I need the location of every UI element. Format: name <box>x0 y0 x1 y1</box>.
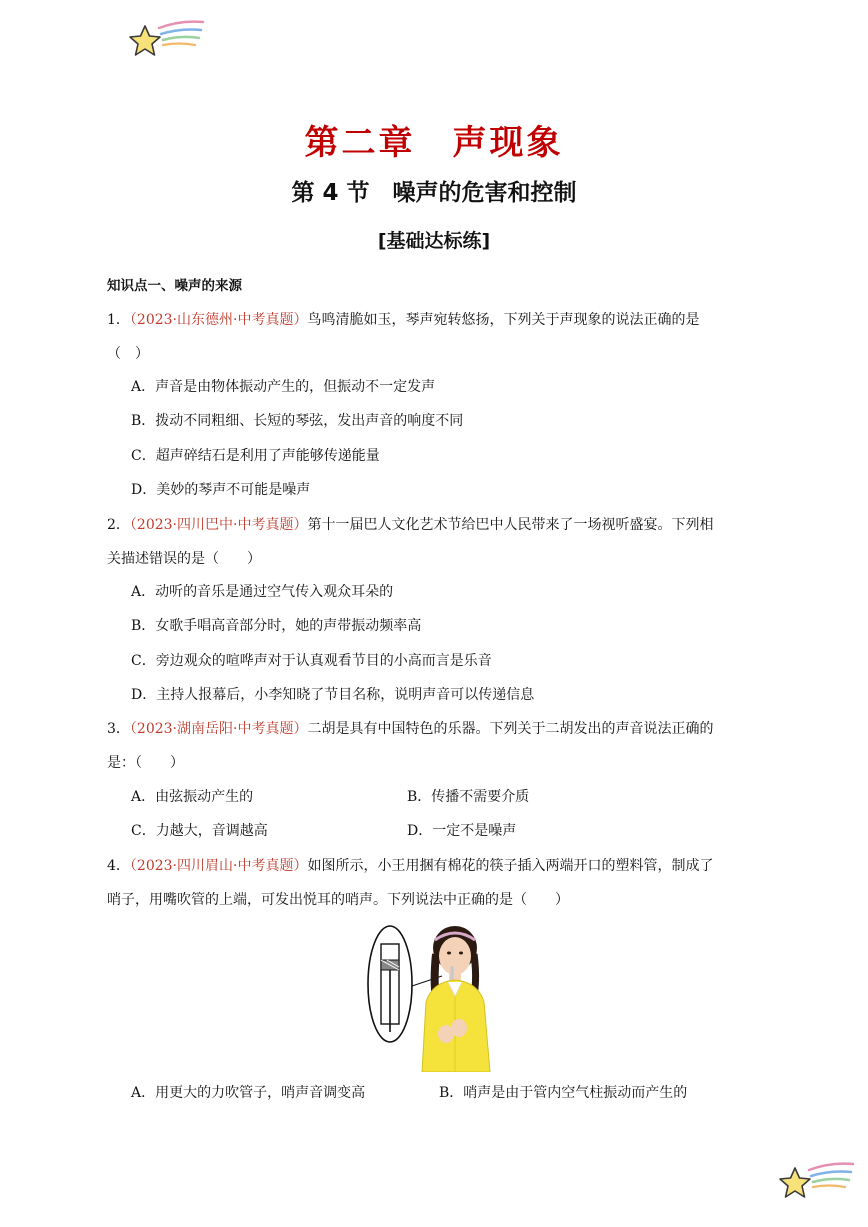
question-2-option-b: B．女歌手唱高音部分时，她的声带振动频率高 <box>131 618 422 634</box>
question-text: 第十一届巴人文化艺术节给巴中人民带来了一场视听盛宴。下列相 <box>307 517 714 533</box>
question-3-stem-line2: 是：（ ） <box>107 755 184 771</box>
shooting-star-icon <box>775 1160 855 1206</box>
question-1-option-b: B．拨动不同粗细、长短的琴弦，发出声音的响度不同 <box>131 413 464 429</box>
knowledge-point-heading: 知识点一、噪声的来源 <box>107 278 242 294</box>
whistle-girl-illustration <box>360 924 500 1072</box>
question-2-stem-line2: 关描述错误的是（ ） <box>107 551 261 567</box>
question-3-option-b: B．传播不需要介质 <box>407 789 530 805</box>
question-number: 2． <box>107 517 130 533</box>
question-3-option-d: D．一定不是噪声 <box>407 823 517 839</box>
question-3-option-a: A．由弦振动产生的 <box>131 789 254 805</box>
question-4-option-a: A．用更大的力吹管子，哨声音调变高 <box>131 1085 366 1101</box>
question-number: 3． <box>107 721 130 737</box>
question-2-option-d: D．主持人报幕后，小李知晓了节目名称，说明声音可以传递信息 <box>131 687 535 703</box>
question-source: （2023·四川巴中·中考真题） <box>129 517 308 533</box>
question-2-option-c: C．旁边观众的喧哗声对于认真观看节目的小高而言是乐音 <box>131 653 492 669</box>
question-1-option-a: A．声音是由物体振动产生的，但振动不一定发声 <box>131 379 436 395</box>
section-title: 第 4 节 噪声的危害和控制 <box>291 180 577 206</box>
question-text: 二胡是具有中国特色的乐器。下列关于二胡发出的声音说法正确的 <box>307 721 714 737</box>
shooting-star-icon <box>125 18 205 64</box>
question-1-stem-line2: （ ） <box>107 346 149 362</box>
question-text: 如图所示，小王用捆有棉花的筷子插入两端开口的塑料管，制成了 <box>307 858 714 874</box>
question-3-option-c: C．力越大，音调越高 <box>131 823 268 839</box>
question-1-option-c: C．超声碎结石是利用了声能够传递能量 <box>131 448 380 464</box>
question-1-option-d: D．美妙的琴声不可能是噪声 <box>131 482 311 498</box>
question-number: 4． <box>107 858 130 874</box>
chapter-title: 第二章 声现象 <box>304 123 564 163</box>
question-source: （2023·湖南岳阳·中考真题） <box>129 721 308 737</box>
question-2-option-a: A．动听的音乐是通过空气传入观众耳朵的 <box>131 584 394 600</box>
question-2-stem <box>107 515 713 535</box>
exercise-level-tag: [基础达标练] <box>377 230 491 252</box>
question-source: （2023·四川眉山·中考真题） <box>129 858 308 874</box>
question-number: 1． <box>107 312 130 328</box>
question-source: （2023·山东德州·中考真题） <box>129 312 308 328</box>
question-1-stem <box>107 310 699 330</box>
question-4-stem <box>107 856 713 876</box>
question-4-option-b: B．哨声是由于管内空气柱振动而产生的 <box>439 1085 688 1101</box>
question-4-stem-line2: 哨子，用嘴吹管的上端，可发出悦耳的哨声。下列说法中正确的是（ ） <box>107 892 569 908</box>
question-text: 鸟鸣清脆如玉，琴声宛转悠扬，下列关于声现象的说法正确的是 <box>307 312 700 328</box>
question-3-stem <box>107 719 713 739</box>
